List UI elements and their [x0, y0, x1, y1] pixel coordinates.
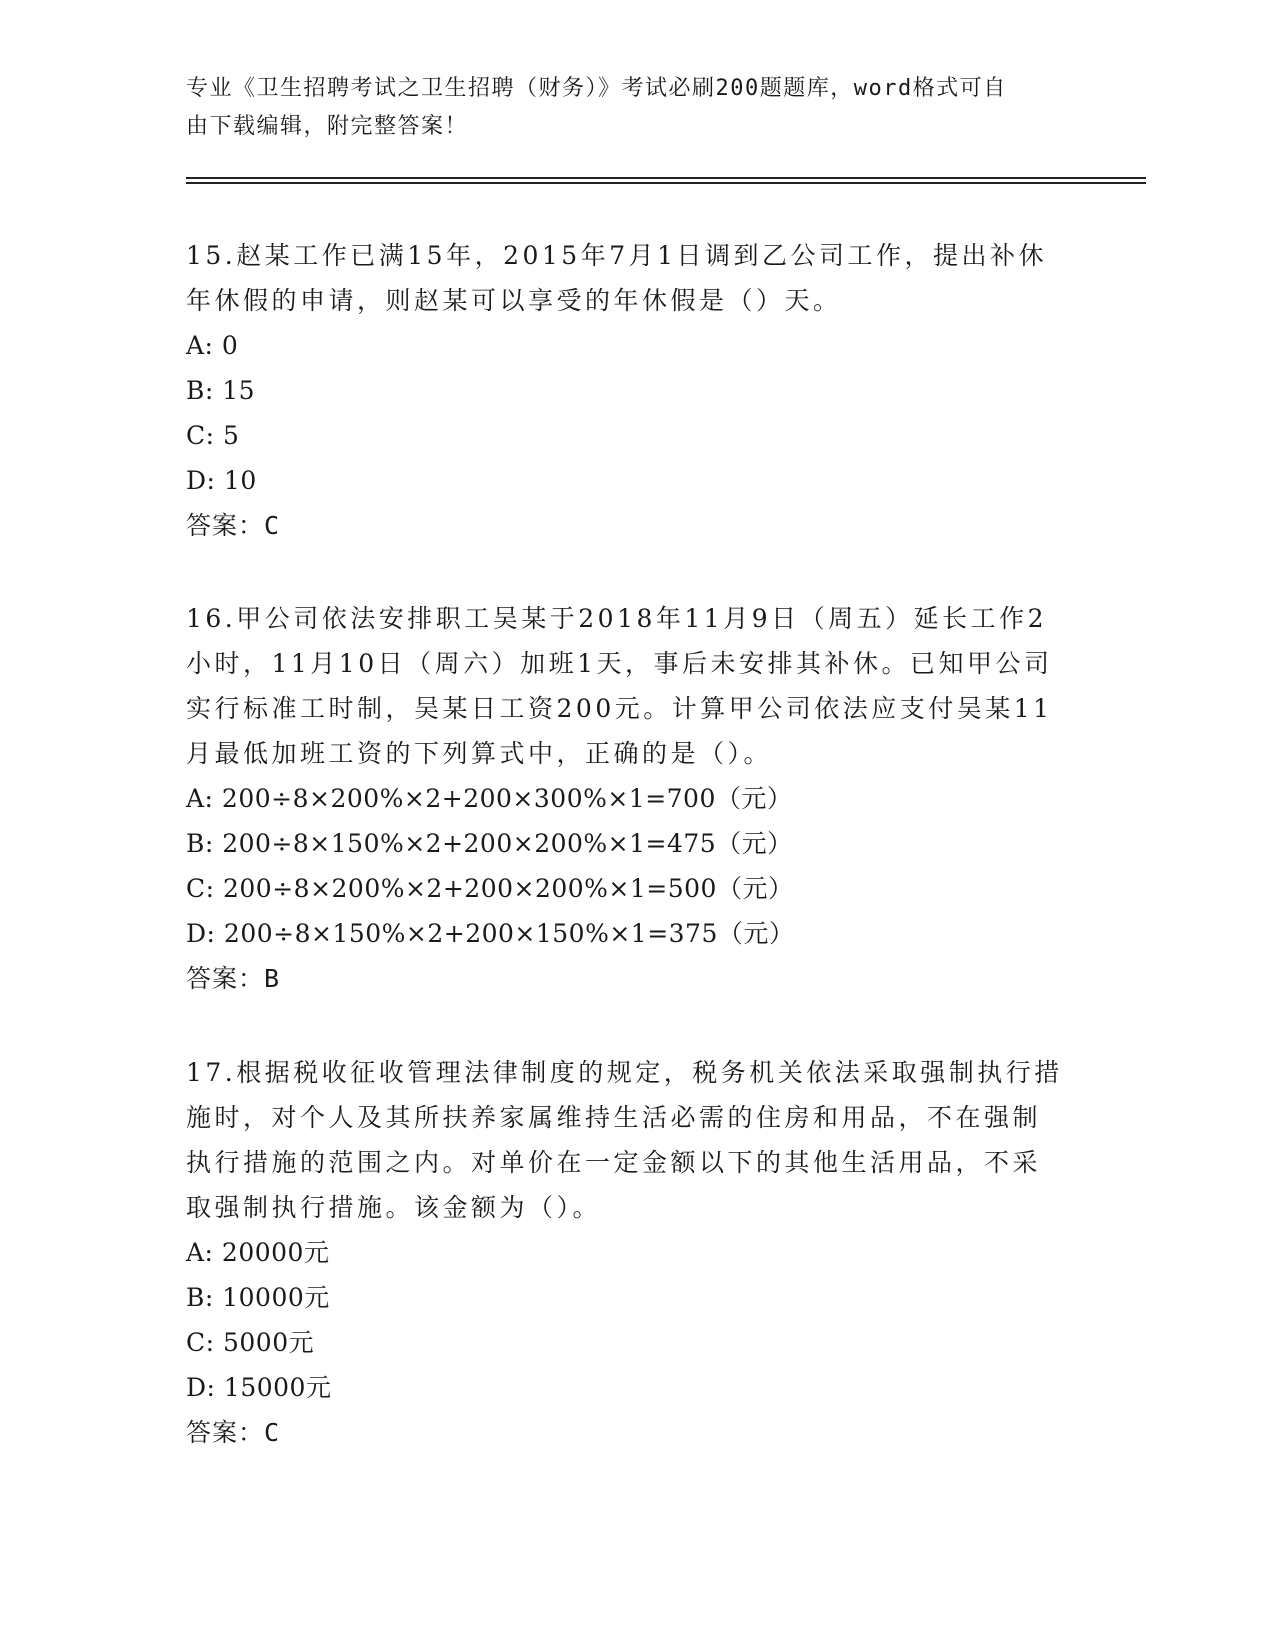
option-list: [186, 323, 1086, 503]
header-line-2: 由下载编辑，附完整答案！: [186, 114, 469, 139]
option-list: [186, 776, 1086, 956]
question-text-line: 小时，11月10日（周六）加班1天，事后未安排其补休。已知甲公司: [186, 649, 1053, 678]
question-text: [186, 1050, 1086, 1230]
question-15: [186, 233, 1086, 548]
header-divider-bottom: [186, 182, 1146, 184]
question-text-line: 16.甲公司依法安排职工吴某于2018年11月9日（周五）延长工作2: [186, 604, 1048, 633]
question-text-line: 实行标准工时制，吴某日工资200元。计算甲公司依法应支付吴某11: [186, 694, 1053, 723]
option-b: B: 10000元: [186, 1283, 330, 1312]
option-a: A: 20000元: [186, 1238, 330, 1267]
option-a: A: 200÷8×200%×2+200×300%×1=700（元）: [186, 784, 793, 813]
question-text: [186, 233, 1086, 323]
question-text-line: 17.根据税收征收管理法律制度的规定，税务机关依法采取强制执行措: [186, 1058, 1063, 1087]
question-text-line: 15.赵某工作已满15年，2015年7月1日调到乙公司工作，提出补休: [186, 241, 1048, 270]
question-text-line: 月最低加班工资的下列算式中，正确的是（）。: [186, 739, 773, 768]
answer-label: 答案：B: [186, 964, 281, 993]
option-d: D: 15000元: [186, 1373, 332, 1402]
option-d: D: 200÷8×150%×2+200×150%×1=375（元）: [186, 919, 795, 948]
answer-label: 答案：C: [186, 1418, 281, 1447]
option-list: [186, 1230, 1086, 1410]
option-c: C: 5: [186, 421, 240, 450]
question-text-line: 年休假的申请，则赵某可以享受的年休假是（）天。: [186, 286, 842, 315]
question-17: [186, 1050, 1086, 1455]
option-b: B: 200÷8×150%×2+200×200%×1=475（元）: [186, 829, 793, 858]
option-b: B: 15: [186, 376, 256, 405]
question-text-line: 取强制执行措施。该金额为（）。: [186, 1193, 602, 1222]
header-divider-top: [186, 177, 1146, 179]
question-text-line: 施时，对个人及其所扶养家属维持生活必需的住房和用品，不在强制: [186, 1103, 1042, 1132]
question-16: [186, 596, 1086, 1001]
option-d: D: 10: [186, 466, 257, 495]
header-line-1: 专业《卫生招聘考试之卫生招聘（财务）》考试必刷200题题库，word格式可自: [186, 76, 1007, 101]
option-c: C: 200÷8×200%×2+200×200%×1=500（元）: [186, 874, 794, 903]
option-a: A: 0: [186, 331, 239, 360]
option-c: C: 5000元: [186, 1328, 315, 1357]
answer-label: 答案：C: [186, 511, 281, 540]
question-text-line: 执行措施的范围之内。对单价在一定金额以下的其他生活用品，不采: [186, 1148, 1042, 1177]
question-text: [186, 596, 1086, 776]
document-header: [186, 70, 1076, 146]
